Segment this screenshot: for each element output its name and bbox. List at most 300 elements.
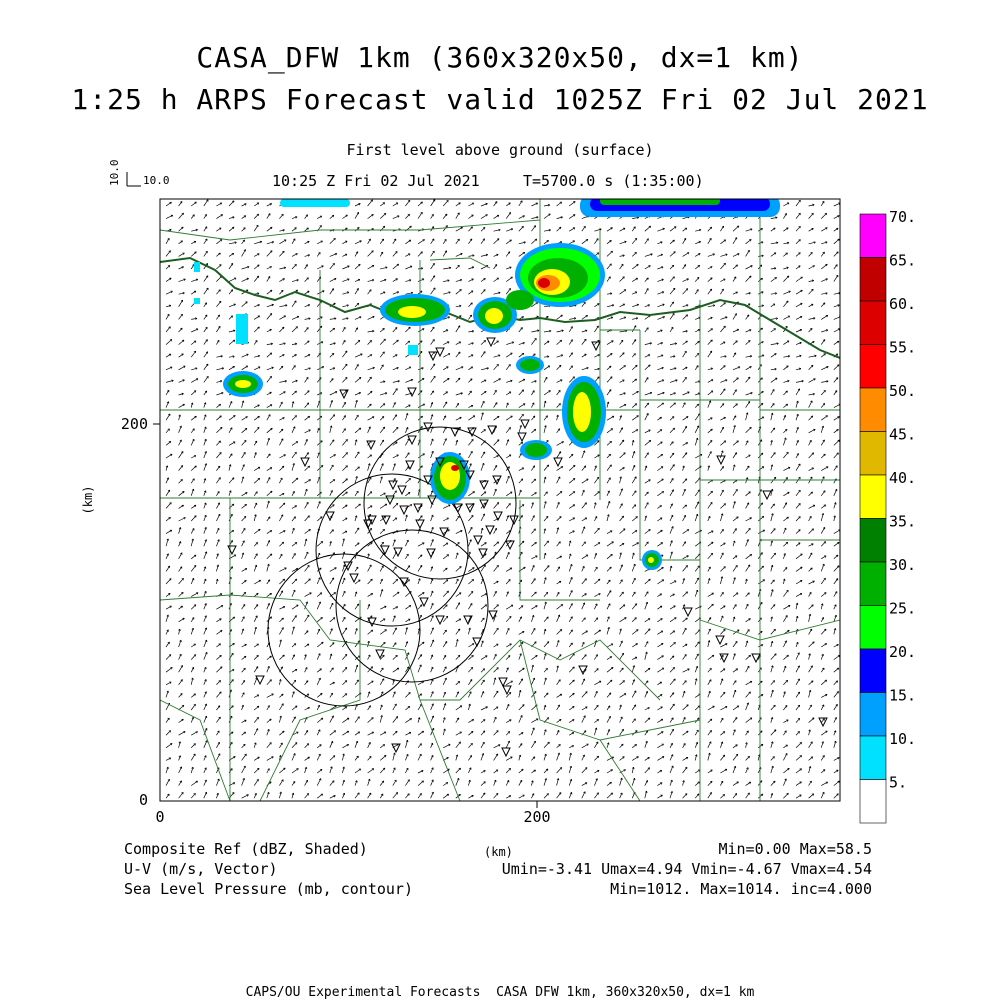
wind-vector [179, 314, 183, 319]
wind-vector [821, 390, 825, 395]
wind-vector [683, 731, 689, 735]
wind-vector [443, 200, 448, 206]
wind-vector [292, 327, 298, 332]
wind-vector [821, 213, 827, 218]
wind-vector [368, 565, 372, 572]
wind-vector [733, 706, 739, 710]
wind-vector [506, 655, 510, 659]
wind-vector [279, 655, 284, 660]
wind-vector [796, 226, 800, 231]
wind-vector [607, 264, 611, 269]
wind-vector [544, 465, 549, 471]
wind-vector [191, 466, 196, 471]
wind-vector [796, 567, 802, 571]
wind-vector [657, 668, 664, 672]
wind-vector [305, 416, 310, 420]
wind-vector [620, 453, 626, 458]
wind-vector [557, 442, 564, 446]
wind-vector [468, 579, 473, 584]
wind-vector [519, 404, 525, 408]
wind-vector [191, 565, 196, 571]
wind-vector [342, 718, 349, 723]
wind-vector [809, 642, 815, 647]
wind-vector [456, 655, 460, 659]
wind-vector [279, 628, 283, 635]
wind-vector [506, 277, 512, 282]
wind-vector [229, 442, 235, 446]
wind-vector [695, 554, 700, 559]
wind-vector [821, 416, 827, 421]
wind-vector [431, 339, 435, 344]
wind-vector [783, 301, 788, 307]
wind-vector [771, 605, 775, 610]
wind-vector [494, 239, 499, 244]
wind-vector [683, 479, 687, 483]
wind-vector [254, 667, 258, 673]
wind-vector [342, 466, 347, 471]
wind-vector [292, 452, 296, 458]
wind-vector [468, 527, 472, 533]
wind-vector [657, 744, 663, 748]
wind-vector [468, 303, 472, 307]
wind-vector [166, 655, 171, 660]
wind-vector [746, 250, 750, 256]
wind-vector [519, 769, 523, 773]
wind-vector [456, 289, 462, 294]
wind-vector [746, 718, 752, 723]
wind-vector [456, 742, 461, 748]
wind-vector [317, 593, 322, 597]
wind-vector [393, 579, 398, 584]
wind-vector [683, 377, 687, 382]
wind-vector [632, 491, 636, 496]
wind-vector [254, 327, 259, 332]
wind-vector [342, 667, 347, 672]
wind-vector [330, 568, 337, 572]
wind-vector [809, 379, 816, 383]
wind-vector [431, 251, 435, 256]
wind-vector [506, 503, 510, 508]
wind-vector [657, 756, 664, 760]
wind-vector [179, 518, 186, 522]
wind-vector [771, 705, 776, 710]
wind-vector [506, 605, 513, 609]
wind-vector [179, 366, 186, 370]
wind-vector [834, 530, 841, 534]
wind-vector [746, 340, 751, 344]
wind-vector [506, 681, 512, 685]
wind-vector [330, 756, 335, 761]
wind-vector [267, 743, 272, 748]
vector-key-horizontal-label: 10.0 [143, 174, 170, 187]
wind-vector [405, 605, 410, 609]
wind-vector [368, 417, 375, 421]
wind-vector [292, 542, 297, 546]
wind-vector [166, 503, 171, 509]
wind-vector [821, 731, 827, 735]
wind-vector [695, 277, 699, 281]
wind-vector [216, 427, 222, 433]
wind-vector [279, 214, 283, 218]
wind-vector [670, 667, 675, 672]
wind-vector [695, 454, 702, 458]
wind-vector [519, 390, 524, 395]
wind-vector [292, 301, 296, 307]
wind-vector [569, 454, 573, 458]
wind-vector [166, 339, 172, 344]
wind-vector [242, 504, 247, 508]
wind-vector [632, 543, 639, 547]
wind-vector [242, 366, 248, 370]
wind-vector [443, 580, 448, 584]
wind-vector [620, 516, 624, 521]
wind-vector [191, 704, 195, 710]
wind-vector [330, 440, 334, 446]
wind-vector [355, 227, 359, 231]
wind-vector [632, 326, 636, 333]
wind-vector [267, 290, 272, 294]
wind-vector [254, 478, 260, 483]
wind-vector [292, 605, 298, 609]
wind-vector [544, 391, 551, 395]
wind-vector [456, 593, 461, 597]
wind-vector [342, 439, 347, 445]
wind-vector [305, 453, 309, 459]
wind-vector [683, 565, 688, 571]
wind-vector [531, 719, 538, 723]
wind-vector [393, 340, 399, 345]
wind-vector [809, 289, 814, 294]
wind-vector [443, 744, 450, 748]
wind-vector [657, 580, 663, 584]
wind-vector [179, 340, 184, 345]
wind-vector [783, 590, 788, 596]
wind-vector [494, 364, 499, 370]
wind-vector [191, 732, 197, 736]
wind-vector [368, 377, 372, 382]
wind-vector [506, 353, 512, 357]
wind-vector [720, 706, 727, 710]
wind-vector [569, 478, 575, 483]
wind-vector [254, 717, 258, 722]
wind-vector [733, 641, 737, 647]
wind-vector [594, 239, 598, 244]
wind-vector [355, 212, 359, 218]
wind-vector [418, 565, 422, 571]
wind-vector [796, 554, 802, 559]
wind-vector [267, 227, 272, 231]
wind-vector [380, 755, 386, 760]
wind-vector [796, 389, 800, 395]
wind-vector [746, 655, 751, 659]
wind-vector [645, 668, 650, 672]
wind-vector [468, 227, 472, 231]
wind-vector [216, 301, 221, 307]
wind-vector [355, 264, 360, 269]
wind-vector [380, 679, 384, 685]
wind-vector [834, 566, 839, 572]
wind-vector [758, 391, 763, 395]
wind-vector [720, 755, 724, 760]
wind-vector [746, 427, 752, 433]
wind-vector [431, 200, 435, 207]
wind-vector [267, 428, 273, 433]
wind-vector [620, 366, 626, 370]
wind-vector [267, 554, 272, 559]
wind-vector [557, 680, 561, 685]
wind-vector [620, 618, 627, 622]
wind-vector [305, 516, 310, 521]
wind-vector [204, 200, 208, 206]
wind-vector [267, 757, 274, 761]
wind-vector [506, 768, 510, 773]
wind-vector [557, 516, 562, 521]
wind-vector [191, 754, 195, 761]
wind-vector [355, 769, 361, 773]
wind-vector [468, 591, 473, 596]
wind-vector [254, 225, 258, 231]
wind-vector [179, 300, 183, 307]
wind-vector [746, 756, 750, 760]
wind-vector [368, 681, 374, 685]
wind-vector [405, 200, 410, 206]
wind-vector [292, 579, 297, 584]
wind-vector [242, 754, 247, 760]
wind-vector [557, 466, 563, 470]
wind-vector [393, 628, 397, 635]
wind-vector [531, 529, 535, 534]
wind-vector [216, 441, 220, 446]
wind-vector [229, 415, 235, 420]
wind-vector [267, 680, 272, 685]
wind-vector [557, 340, 562, 345]
wind-vector [670, 618, 676, 622]
wind-vector [607, 390, 611, 396]
wind-vector [834, 252, 839, 257]
wind-vector [834, 365, 839, 370]
plot-title: CASA_DFW 1km (360x320x50, dx=1 km) [196, 41, 804, 74]
wind-vector [216, 452, 221, 458]
wind-vector [317, 642, 323, 647]
wind-vector [481, 391, 486, 395]
wind-vector [657, 403, 663, 408]
wind-vector [531, 338, 536, 344]
wind-vector [279, 568, 286, 572]
wind-vector [179, 491, 185, 496]
wind-vector [494, 440, 499, 446]
wind-vector [657, 491, 663, 495]
wind-vector [254, 655, 258, 659]
wind-vector [720, 240, 725, 244]
wind-vector [242, 302, 248, 307]
wind-vector [607, 591, 611, 597]
wind-vector [657, 643, 663, 647]
wind-vector [796, 517, 800, 522]
wind-vector [166, 414, 170, 420]
wind-vector [242, 668, 246, 672]
wind-vector [557, 452, 561, 459]
wind-vector [821, 467, 828, 471]
wind-vector [191, 252, 196, 257]
wind-vector [683, 315, 688, 320]
wind-vector [708, 452, 712, 459]
wind-vector [544, 742, 549, 748]
wind-vector [683, 592, 688, 597]
wind-vector [355, 377, 361, 382]
wind-vector [292, 478, 298, 483]
wind-vector [481, 340, 486, 344]
wind-vector [632, 340, 636, 345]
wind-vector [216, 478, 220, 484]
wind-vector [292, 769, 298, 774]
wind-vector [771, 504, 775, 509]
wind-vector [569, 215, 575, 219]
wind-vector [393, 251, 397, 256]
wind-vector [670, 679, 675, 685]
wind-vector [645, 529, 651, 533]
wind-vector [494, 502, 499, 508]
wind-vector [695, 642, 699, 647]
wind-vector [330, 328, 335, 332]
wind-vector [355, 580, 360, 584]
wind-vector [519, 679, 523, 685]
wind-vector [191, 202, 196, 206]
wind-vector [582, 315, 588, 319]
wind-vector [481, 656, 487, 660]
wind-vector [783, 452, 788, 458]
wind-vector [216, 215, 222, 219]
wind-vector [305, 579, 311, 584]
wind-vector [821, 303, 825, 307]
wind-vector [834, 555, 838, 559]
wind-vector [683, 351, 687, 357]
wind-vector [670, 227, 676, 232]
wind-vector [783, 366, 788, 370]
wind-vector [683, 628, 687, 634]
wind-vector [216, 416, 221, 420]
wind-vector [506, 416, 512, 420]
wind-vector [809, 453, 814, 458]
wind-vector [191, 781, 197, 786]
wind-vector [254, 276, 259, 282]
wind-vector [834, 681, 838, 685]
wind-vector [418, 555, 422, 559]
wind-vector [809, 492, 813, 496]
wind-vector [481, 731, 485, 735]
wind-vector [821, 315, 828, 319]
wind-vector [468, 515, 473, 521]
wind-vector [771, 277, 777, 281]
wind-vector [594, 756, 598, 760]
wind-vector [783, 680, 787, 685]
wind-vector [670, 453, 674, 458]
wind-vector [494, 754, 498, 761]
wind-vector [544, 693, 548, 698]
wind-vector [216, 605, 223, 609]
wind-vector [594, 543, 600, 547]
wind-vector [683, 416, 689, 420]
wind-vector [330, 263, 335, 269]
wind-vector [783, 391, 787, 395]
wind-vector [645, 629, 650, 635]
wind-vector [746, 401, 750, 407]
wind-vector [708, 440, 712, 445]
wind-vector [229, 227, 234, 231]
wind-vector [204, 276, 208, 282]
wind-vector [519, 353, 524, 357]
wind-vector [796, 742, 802, 747]
wind-vector [418, 212, 422, 218]
wind-vector [456, 326, 460, 332]
wind-vector [191, 516, 196, 521]
wind-vector [720, 326, 725, 332]
wind-vector [670, 403, 676, 408]
wind-vector [531, 542, 536, 546]
wind-vector [254, 427, 259, 433]
wind-vector [582, 555, 588, 559]
wind-vector [267, 353, 272, 357]
wind-vector [355, 504, 361, 508]
wind-vector [645, 440, 651, 445]
wind-vector [620, 605, 625, 610]
wind-vector [330, 578, 334, 584]
wind-vector [418, 592, 424, 596]
wind-vector [582, 655, 587, 660]
wind-vector [405, 214, 409, 218]
wind-vector [607, 366, 611, 370]
wind-vector [368, 579, 373, 584]
wind-vector [720, 567, 725, 572]
wind-vector [317, 602, 320, 609]
wind-vector [582, 744, 589, 748]
wind-vector [544, 366, 550, 370]
wind-vector [695, 490, 699, 496]
wind-vector [305, 744, 309, 748]
wind-vector [179, 465, 183, 470]
wind-vector [733, 489, 737, 496]
wind-vector [405, 718, 411, 722]
wind-vector [746, 565, 750, 572]
wind-vector [796, 277, 803, 282]
wind-vector [720, 389, 725, 395]
wind-vector [834, 704, 838, 710]
wind-vector [443, 402, 447, 408]
wind-vector [720, 303, 725, 307]
wind-vector [279, 327, 284, 332]
wind-vector [544, 617, 548, 622]
wind-vector [418, 731, 424, 735]
wind-vector [620, 729, 624, 735]
wind-vector [632, 238, 637, 244]
wind-vector [796, 666, 800, 673]
wind-vector [632, 517, 637, 522]
wind-vector [519, 515, 523, 521]
wind-vector [758, 403, 763, 407]
wind-vector [494, 628, 499, 634]
wind-vector [594, 681, 601, 685]
wind-vector [821, 340, 825, 345]
wind-vector [216, 754, 220, 761]
wind-vector [393, 716, 398, 722]
wind-vector [519, 414, 524, 420]
wind-vector [191, 555, 196, 559]
wind-vector [393, 503, 398, 508]
wind-vector [771, 428, 775, 433]
wind-vector [582, 479, 588, 483]
wind-vector [557, 491, 562, 495]
wind-vector [607, 377, 612, 383]
wind-vector [657, 467, 663, 471]
